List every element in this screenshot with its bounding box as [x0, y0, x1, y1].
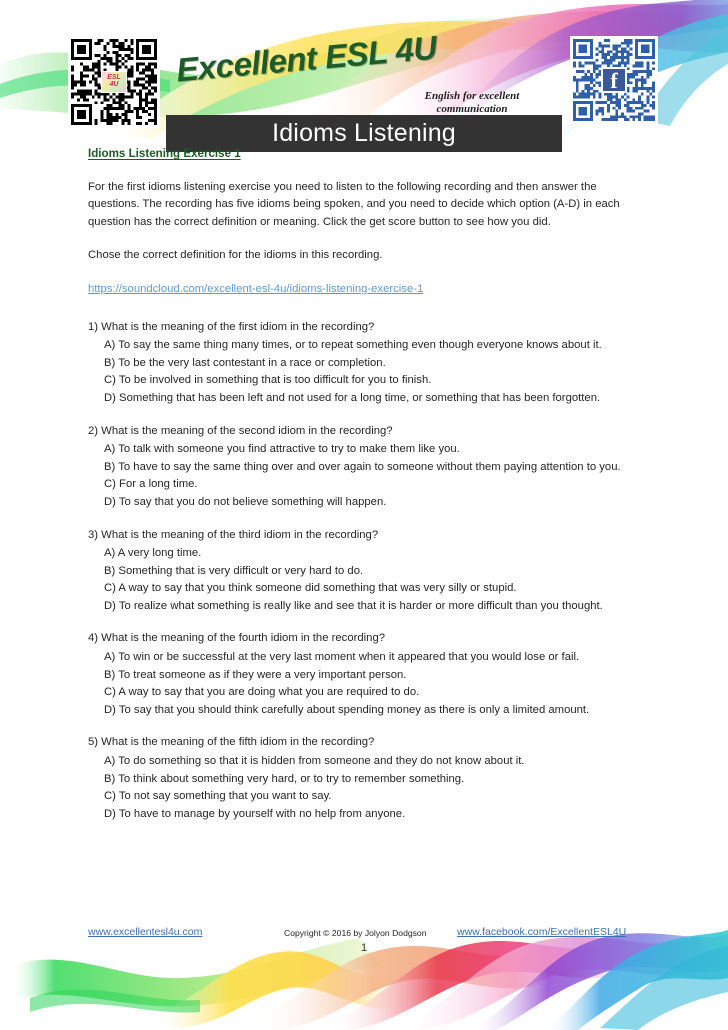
answer-option[interactable]: D) To say that you should think carefully about spending money as there is only a limited amount. — [104, 703, 590, 716]
answer-option[interactable]: C) For a long time. — [104, 478, 198, 491]
recording-link-row — [88, 281, 640, 299]
question-block — [88, 527, 640, 616]
badge-line-2: 4U — [109, 81, 119, 88]
esl4u-website-qr-code[interactable] — [68, 36, 160, 128]
question-prompt: 4) What is the meaning of the fourth idiom in the recording? — [88, 632, 386, 645]
answer-option[interactable]: C) A way to say that you are doing what you are required to do. — [104, 686, 420, 699]
answer-options — [88, 337, 640, 407]
page-number: 1 — [360, 942, 368, 954]
question-prompt: 5) What is the meaning of the fifth idiom in the recording? — [88, 736, 375, 749]
answer-option[interactable]: A) To win or be successful at the very last moment when it appeared that you would lose or fail. — [104, 651, 580, 664]
answer-option[interactable]: D) To have to manage by yourself with no help from anyone. — [104, 807, 406, 820]
document-body — [88, 145, 640, 823]
tagline-line-1: English for excellent — [424, 90, 520, 102]
page-title: Idioms Listening — [272, 119, 456, 147]
question-block — [88, 319, 640, 408]
question-block — [88, 734, 640, 823]
facebook-qr-code[interactable] — [570, 36, 658, 124]
facebook-icon: f — [601, 67, 627, 93]
instruction-paragraph: Chose the correct definition for the idioms in this recording. — [88, 249, 383, 262]
tagline-line-2: communication — [436, 103, 508, 115]
answer-option[interactable]: D) To say that you do not believe something will happen. — [104, 495, 387, 508]
answer-option[interactable]: B) To think about something very hard, or to try to remember something. — [104, 772, 465, 785]
answer-option[interactable]: A) A very long time. — [104, 547, 202, 560]
footer-copyright: Copyright © 2016 by Jolyon Dodgson — [284, 928, 427, 938]
answer-option[interactable]: B) To treat someone as if they were a very important person. — [104, 668, 407, 681]
answer-option[interactable]: A) To talk with someone you find attractive to try to make them like you. — [104, 443, 460, 456]
answer-option[interactable]: C) To not say something that you want to say. — [104, 790, 332, 803]
answer-option[interactable]: C) A way to say that you think someone did something that was very silly or stupid. — [104, 582, 517, 595]
intro-paragraph: For the first idioms listening exercise you need to listen to the following recording and then answer the questions. The recording has five idioms being spoken, and you need to decide which option (A-D) in each question has the correct definition or meaning. Click the get score button to see how you did. — [88, 180, 620, 228]
question-prompt: 1) What is the meaning of the first idiom in the recording? — [88, 320, 375, 333]
footer-website-link[interactable]: www.excellentesl4u.com — [88, 926, 203, 938]
question-prompt: 2) What is the meaning of the second idiom in the recording? — [88, 424, 393, 437]
answer-option[interactable]: B) To be the very last contestant in a race or completion. — [104, 356, 386, 369]
badge-line-1: ESL — [107, 74, 121, 82]
answer-option[interactable]: D) To realize what something is really like and see that it is harder or more difficult than you thought. — [104, 599, 603, 612]
footer-facebook-link[interactable]: www.facebook.com/ExcellentESL4U — [457, 926, 627, 938]
bottom-decorative-wave — [0, 922, 728, 1030]
page-footer — [0, 910, 728, 1030]
answer-option[interactable]: B) Something that is very difficult or very hard to do. — [104, 564, 364, 577]
answer-option[interactable]: C) To be involved in something that is too difficult for you to finish. — [104, 374, 432, 387]
question-block — [88, 630, 640, 719]
answer-option[interactable]: D) Something that has been left and not used for a long time, or something that has been forgotten. — [104, 391, 601, 404]
esl4u-logo-badge — [101, 71, 127, 93]
question-prompt: 3) What is the meaning of the third idiom in the recording? — [88, 528, 379, 541]
question-block — [88, 423, 640, 512]
answer-options — [88, 649, 640, 719]
answer-option[interactable]: B) To have to say the same thing over and over again to someone without them paying attention to you. — [104, 460, 621, 473]
answer-option[interactable]: A) To do something so that it is hidden from someone and they do not know about it. — [104, 755, 525, 768]
page-header — [0, 18, 728, 147]
answer-options — [88, 753, 640, 823]
answer-options — [88, 441, 640, 511]
section-heading: Idioms Listening Exercise 1 — [88, 147, 241, 160]
recording-link[interactable]: https://soundcloud.com/excellent-esl-4u/idioms-listening-exercise-1 — [88, 282, 424, 295]
questions-list — [88, 319, 640, 824]
brand-tagline — [392, 90, 552, 116]
answer-option[interactable]: A) To say the same thing many times, or to repeat something even though everyone knows about it. — [104, 339, 602, 352]
answer-options — [88, 545, 640, 615]
brand-logo-wordmark: Excellent ESL 4U — [174, 28, 439, 89]
